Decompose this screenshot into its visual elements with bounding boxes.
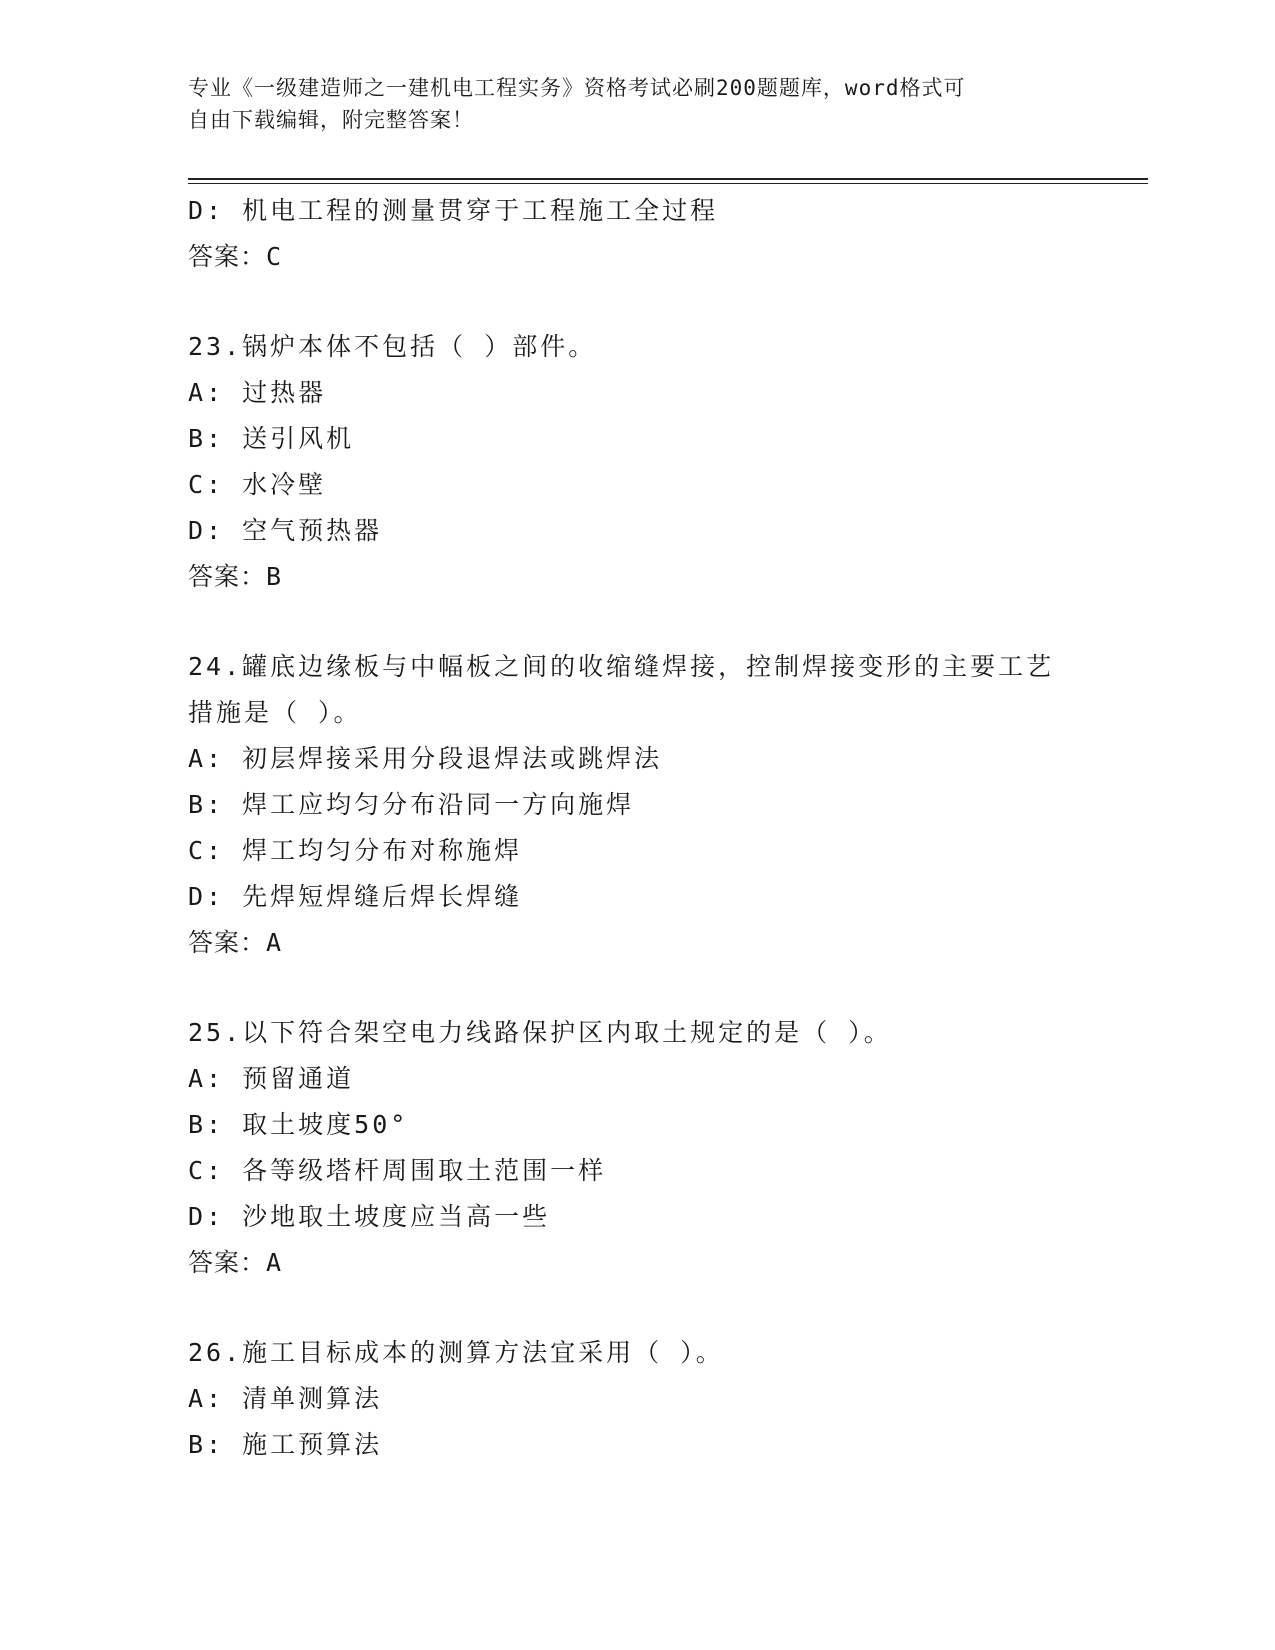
option-a: A: 过热器 bbox=[188, 378, 327, 407]
document-header bbox=[188, 72, 1088, 136]
option-b: B: 施工预算法 bbox=[188, 1430, 383, 1459]
option-c: C: 水冷壁 bbox=[188, 470, 327, 499]
answer: 答案：A bbox=[188, 928, 283, 957]
option-a: A: 清单测算法 bbox=[188, 1384, 383, 1413]
question-stem: 23.锅炉本体不包括（ ）部件。 bbox=[188, 332, 597, 361]
question-23 bbox=[188, 324, 1088, 600]
prev-option-d: D: 机电工程的测量贯穿于工程施工全过程 bbox=[188, 196, 719, 225]
question-list bbox=[188, 188, 1088, 1468]
question-stem-line-1: 24.罐底边缘板与中幅板之间的收缩缝焊接，控制焊接变形的主要工艺 bbox=[188, 652, 1055, 681]
option-a: A: 预留通道 bbox=[188, 1064, 355, 1093]
answer: 答案：B bbox=[188, 562, 283, 591]
question-stem: 25.以下符合架空电力线路保护区内取土规定的是（ ）。 bbox=[188, 1018, 892, 1047]
question-stem: 26.施工目标成本的测算方法宜采用（ ）。 bbox=[188, 1338, 724, 1367]
question-25 bbox=[188, 1010, 1088, 1286]
option-d: D: 沙地取土坡度应当高一些 bbox=[188, 1202, 551, 1231]
question-24 bbox=[188, 644, 1088, 966]
header-rule-thin bbox=[188, 183, 1148, 184]
question-stem-line-2: 措施是（ ）。 bbox=[188, 698, 362, 727]
option-d: D: 空气预热器 bbox=[188, 516, 383, 545]
option-b: B: 焊工应均匀分布沿同一方向施焊 bbox=[188, 790, 635, 819]
header-rule-thick bbox=[188, 178, 1148, 180]
option-b: B: 送引风机 bbox=[188, 424, 355, 453]
option-a: A: 初层焊接采用分段退焊法或跳焊法 bbox=[188, 744, 663, 773]
option-b: B: 取土坡度50° bbox=[188, 1110, 409, 1139]
header-line-1: 专业《一级建造师之一建机电工程实务》资格考试必刷200题题库，word格式可 bbox=[188, 76, 966, 100]
option-d: D: 先焊短焊缝后焊长焊缝 bbox=[188, 882, 523, 911]
option-c: C: 各等级塔杆周围取土范围一样 bbox=[188, 1156, 607, 1185]
prev-answer: 答案：C bbox=[188, 242, 283, 271]
question-26 bbox=[188, 1330, 1088, 1468]
option-c: C: 焊工均匀分布对称施焊 bbox=[188, 836, 523, 865]
answer: 答案：A bbox=[188, 1248, 283, 1277]
header-line-2: 自由下载编辑，附完整答案！ bbox=[188, 108, 474, 132]
